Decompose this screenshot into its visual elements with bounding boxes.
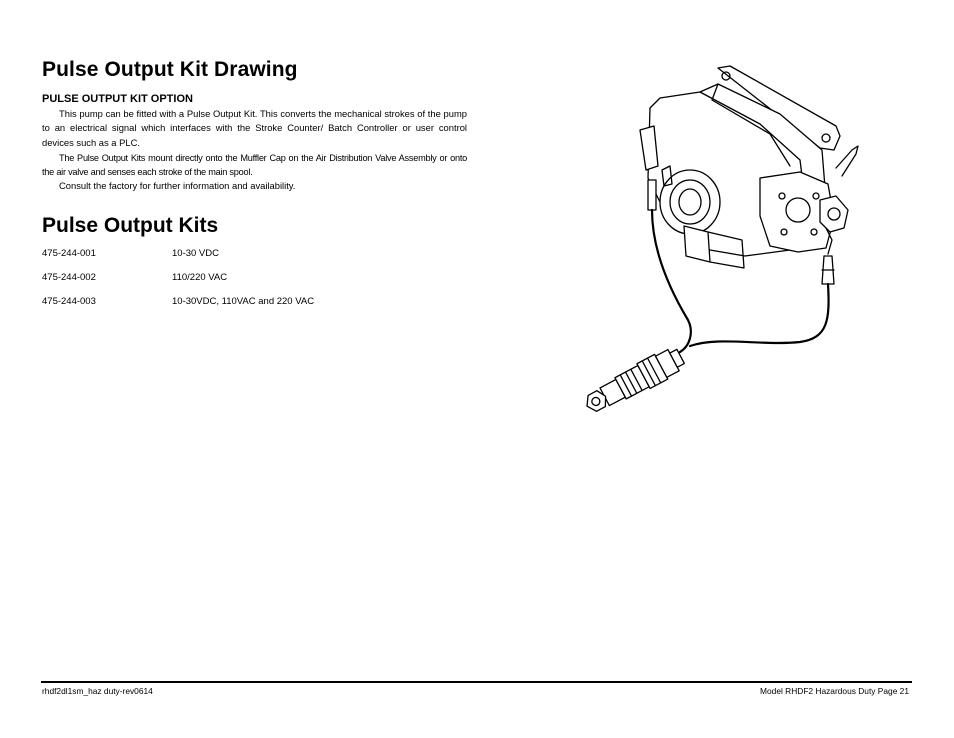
- page-title: Pulse Output Kit Drawing: [42, 58, 298, 81]
- paragraph-intro: This pump can be fitted with a Pulse Output Kit. This converts the mechanical strokes of the pump to an electrical signal which interfaces with the Stroke Counter/ Batch Controller or user control devices such as a PLC.: [42, 108, 467, 148]
- pulse-output-kit-assembly-drawing: [570, 60, 870, 420]
- footer-page-label: Model RHDF2 Hazardous Duty Page 21: [760, 686, 909, 696]
- kit-part-number: 475-244-002: [42, 272, 96, 283]
- kits-section-title: Pulse Output Kits: [42, 214, 219, 237]
- paragraph-mounting: The Pulse Output Kits mount directly onto the Muffler Cap on the Air Distribution Valve Assembly or onto the air valve and senses each stroke of the main spool.: [42, 153, 467, 178]
- paragraph-consult: Consult the factory for further information and availability.: [59, 180, 296, 191]
- kit-description: 10-30 VDC: [172, 248, 219, 259]
- kit-part-number: 475-244-003: [42, 296, 96, 307]
- kit-part-number: 475-244-001: [42, 248, 96, 259]
- kit-description: 10-30VDC, 110VAC and 220 VAC: [172, 296, 315, 307]
- kit-description: 110/220 VAC: [172, 272, 228, 283]
- option-heading: PULSE OUTPUT KIT OPTION: [42, 93, 193, 105]
- footer-document-code: rhdf2dl1sm_haz duty-rev0614: [42, 686, 153, 696]
- footer-rule: [41, 681, 912, 683]
